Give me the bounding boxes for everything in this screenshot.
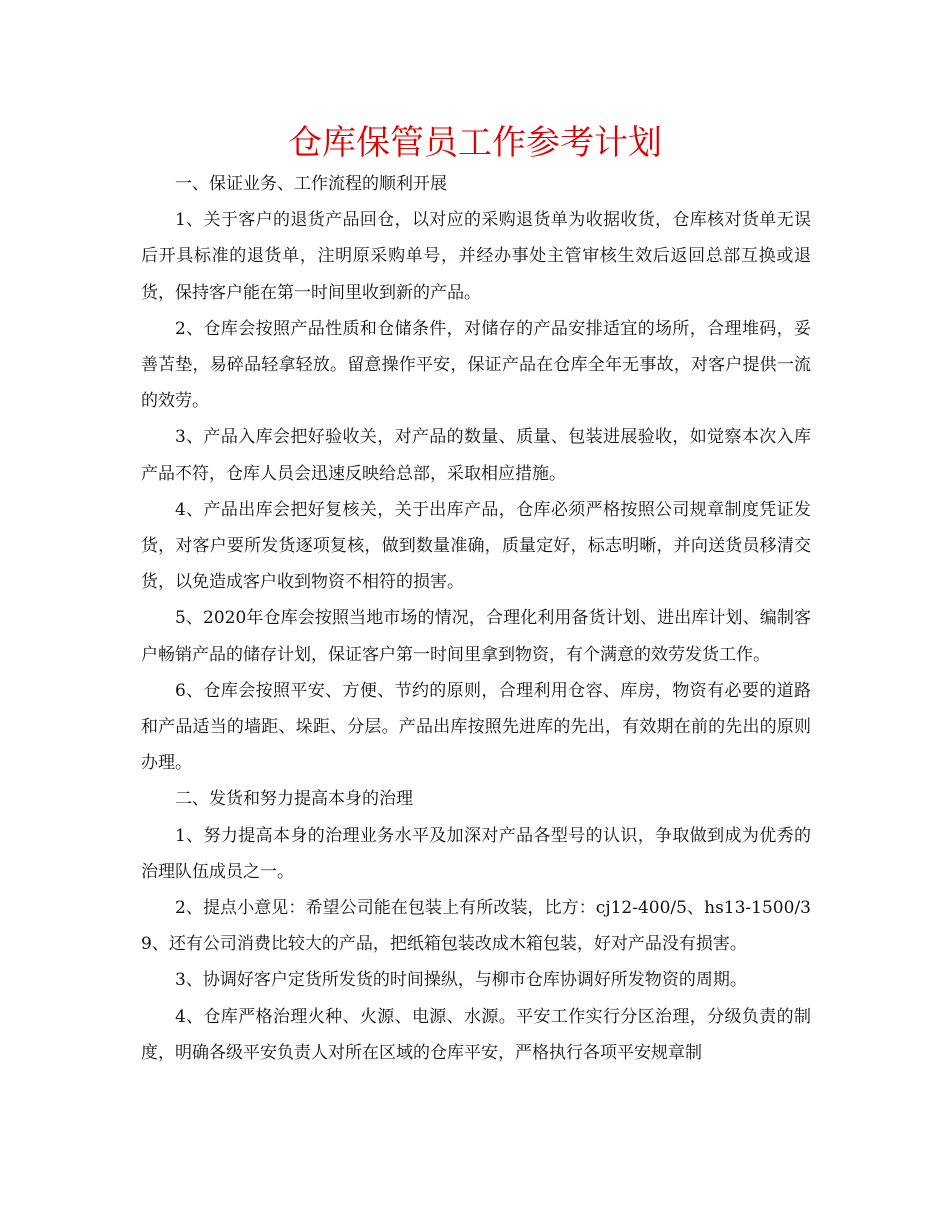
document-title: 仓库保管员工作参考计划	[288, 123, 662, 163]
document-body	[141, 166, 811, 1071]
paragraph-2-2: 2、提点小意见：希望公司能在包装上有所改装，比方：cj12-400/5、hs13-1500/39、还有公司消费比较大的产品，把纸箱包装改成木箱包装，好对产品没有损害。	[141, 898, 811, 955]
paragraph-2-4: 4、仓库严格治理火种、火源、电源、水源。平安工作实行分区治理，分级负责的制度，明确各级平安负责人对所在区域的仓库平安，严格执行各项平安规章制	[141, 1006, 811, 1063]
paragraph-2-1: 1、努力提高本身的治理业务水平及加深对产品各型号的认识，争取做到成为优秀的治理队伍成员之一。	[141, 825, 811, 882]
paragraph-1-4: 4、产品出库会把好复核关，关于出库产品，仓库必须严格按照公司规章制度凭证发货，对客户要所发货逐项复核，做到数量准确，质量定好，标志明晰，并向送货员移清交货，以免造成客户收到物资不相符的损害。	[141, 499, 811, 593]
section-heading-1: 一、保证业务、工作流程的顺利开展	[175, 174, 447, 194]
section-heading-2: 二、发货和努力提高本身的治理	[175, 789, 413, 810]
paragraph-1-1: 1、关于客户的退货产品回仓，以对应的采购退货单为收据收货，仓库核对货单无误后开具标准的退货单，注明原采购单号，并经办事处主管审核生效后返回总部互换或退货，保持客户能在第一时间里收到新的产品。	[141, 210, 811, 303]
paragraph-1-3: 3、产品入库会把好验收关，对产品的数量、质量、包装进展验收，如觉察本次入库产品不符，仓库人员会迅速反映给总部，采取相应措施。	[141, 427, 811, 484]
paragraph-1-6: 6、仓库会按照平安、方便、节约的原则，合理利用仓容、库房，物资有必要的道路和产品适当的墙距、垛距、分层。产品出库按照先进库的先出，有效期在前的先出的原则办理。	[141, 680, 811, 774]
paragraph-1-2: 2、仓库会按照产品性质和仓储条件，对储存的产品安排适宜的场所，合理堆码，妥善苫垫，易碎品轻拿轻放。留意操作平安，保证产品在仓库全年无事故，对客户提供一流的效劳。	[141, 318, 811, 412]
paragraph-1-5: 5、2020年仓库会按照当地市场的情况，合理化利用备货计划、进出库计划、编制客户畅销产品的储存计划，保证客户第一时间里拿到物资，有个满意的效劳发货工作。	[141, 608, 811, 665]
paragraph-2-3: 3、协调好客户定货所发货的时间操纵，与柳市仓库协调好所发物资的周期。	[175, 970, 747, 991]
